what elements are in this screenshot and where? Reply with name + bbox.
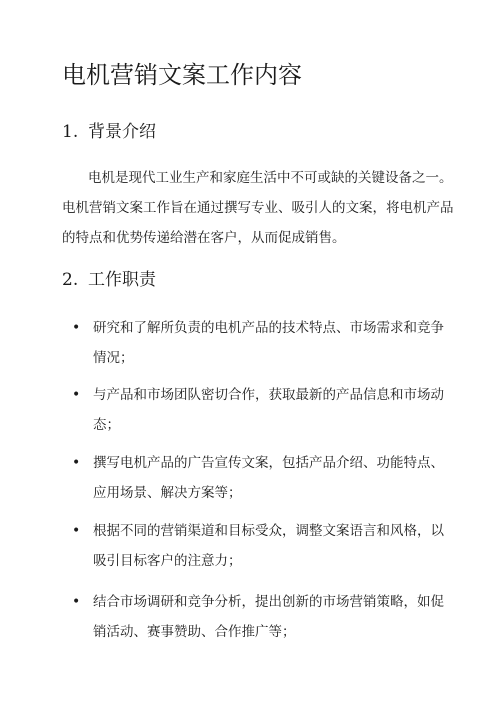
list-item-line: 应用场景、解决方案等； bbox=[93, 485, 242, 501]
section-title: 工作职责 bbox=[88, 270, 156, 290]
list-item-line: 与产品和市场团队密切合作，获取最新的产品信息和市场动 bbox=[93, 387, 444, 403]
section-heading-background bbox=[62, 120, 156, 144]
list-item bbox=[72, 448, 452, 508]
list-item bbox=[72, 587, 452, 647]
paragraph-line: 的特点和优势传递给潜在客户，从而促成销售。 bbox=[62, 230, 346, 246]
bullet-icon: • bbox=[72, 320, 81, 336]
bullet-icon: • bbox=[72, 594, 81, 610]
section-heading-duties bbox=[62, 268, 156, 292]
list-item-line: 研究和了解所负责的电机产品的技术特点、市场需求和竞争 bbox=[93, 320, 444, 336]
list-item-line: 撰写电机产品的广告宣传文案，包括产品介绍、功能特点、 bbox=[93, 455, 444, 471]
list-item bbox=[72, 313, 452, 373]
bullet-icon: • bbox=[72, 387, 81, 403]
list-item-line: 吸引目标客户的注意力； bbox=[93, 553, 242, 569]
document-title: 电机营销文案工作内容 bbox=[62, 61, 302, 89]
section-number: 1. bbox=[62, 122, 79, 142]
list-item-line: 结合市场调研和竞争分析，提出创新的市场营销策略，如促 bbox=[93, 594, 444, 610]
bullet-icon: • bbox=[72, 455, 81, 471]
list-item-line: 销活动、赛事赞助、合作推广等； bbox=[93, 624, 296, 640]
paragraph-line: 电机是现代工业生产和家庭生活中不可或缺的关键设备之一。 bbox=[88, 170, 453, 186]
list-item-line: 态； bbox=[93, 417, 120, 433]
section-title: 背景介绍 bbox=[88, 122, 156, 142]
list-item-line: 情况； bbox=[93, 350, 134, 366]
list-item bbox=[72, 516, 452, 576]
paragraph-line: 电机营销文案工作旨在通过撰写专业、吸引人的文案，将电机产品 bbox=[62, 200, 454, 216]
list-item bbox=[72, 380, 452, 440]
background-paragraph bbox=[62, 163, 454, 253]
section-number: 2. bbox=[62, 270, 79, 290]
bullet-icon: • bbox=[72, 523, 81, 539]
list-item-line: 根据不同的营销渠道和目标受众，调整文案语言和风格，以 bbox=[93, 523, 444, 539]
